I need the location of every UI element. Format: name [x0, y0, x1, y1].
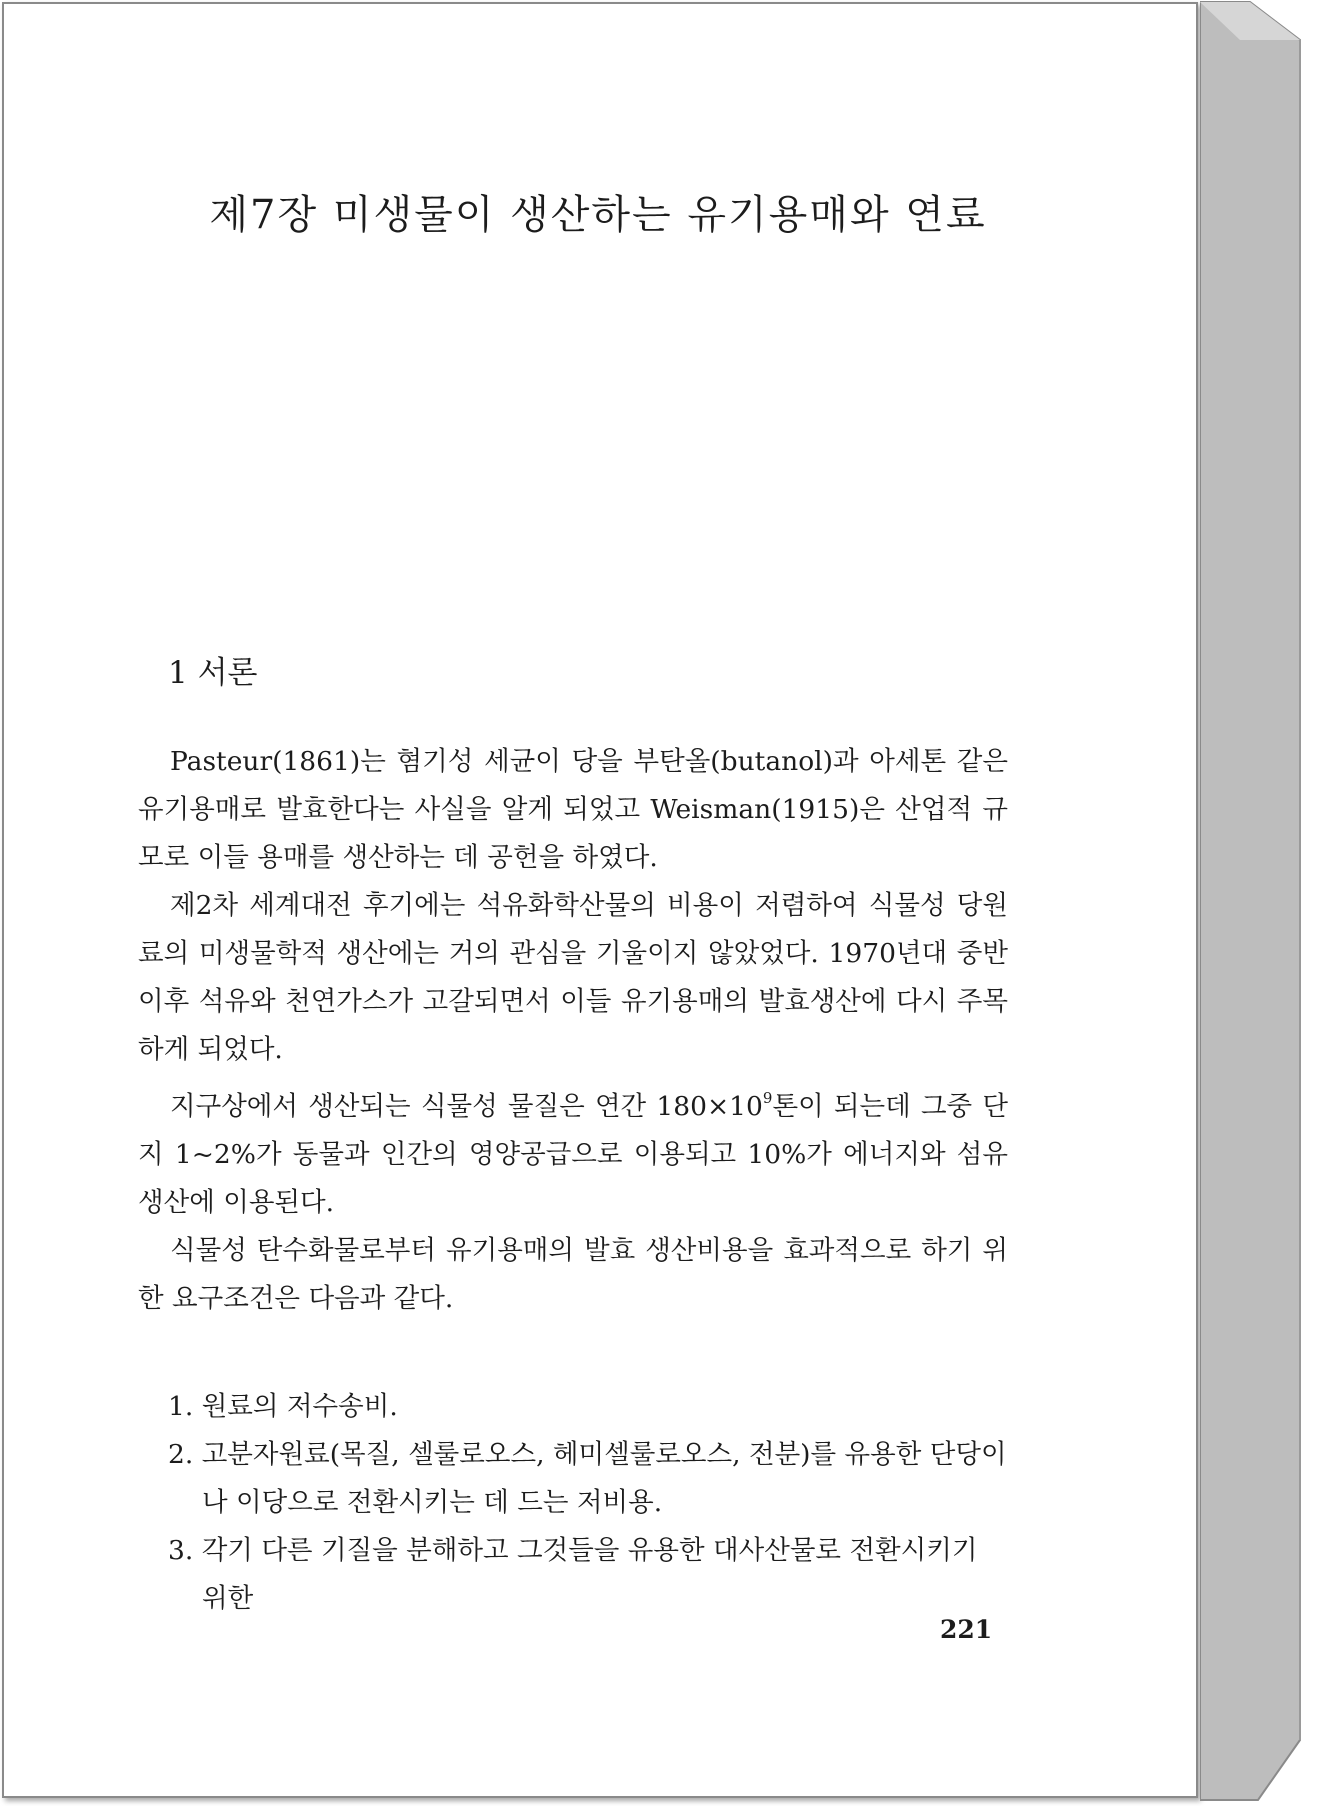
- page-number: 221: [940, 1615, 993, 1644]
- paragraph-2: 제2차 세계대전 후기에는 석유화학산물의 비용이 저렴하여 식물성 당원료의 미생물학적 생산에는 거의 관심을 기울이지 않았었다. 1970년대 중반 이후 석유와 천연가스가 고갈되면서 이들 유기용매의 발효생산에 다시 주목하게 되었다.: [138, 890, 1008, 1065]
- list-item: 3. 각기 다른 기질을 분해하고 그것들을 유용한 대사산물로 전환시키기 위한: [168, 1535, 978, 1614]
- list-item: 1. 원료의 저수송비.: [168, 1391, 398, 1422]
- paragraph-1: Pasteur(1861)는 혐기성 세균이 당을 부탄올(butanol)과 아세톤 같은 유기용매로 발효한다는 사실을 알게 되었고 Weisman(1915)은 산업적 규모로 이들 용매를 생산하는 데 공헌을 하였다.: [138, 746, 1008, 873]
- requirements-list: [168, 1383, 1008, 1623]
- chapter-title: 제7장 미생물이 생산하는 유기용매와 연료: [209, 192, 987, 238]
- paragraph-3-text-a: 지구상에서 생산되는 식물성 물질은 연간 180×10: [170, 1091, 763, 1122]
- book-side-edge: [1200, 0, 1330, 1806]
- section-heading: 1 서론: [168, 655, 258, 691]
- paragraph-4: 식물성 탄수화물로부터 유기용매의 발효 생산비용을 효과적으로 하기 위한 요구조건은 다음과 같다.: [138, 1235, 1008, 1314]
- body-text: [138, 738, 1008, 1323]
- exponent: 9: [762, 1089, 773, 1107]
- list-item: 2. 고분자원료(목질, 셀룰로오스, 헤미셀룰로오스, 전분)를 유용한 단당이나 이당으로 전환시키는 데 드는 저비용.: [168, 1439, 1007, 1518]
- paragraph-3-text-b: 톤이 되는데 그중 단지 1~2%가 동물과 인간의 영양공급으로 이용되고 10%가 에너지와 섬유생산에 이용된다.: [138, 1091, 1008, 1218]
- paragraph-3: [138, 1074, 1008, 1227]
